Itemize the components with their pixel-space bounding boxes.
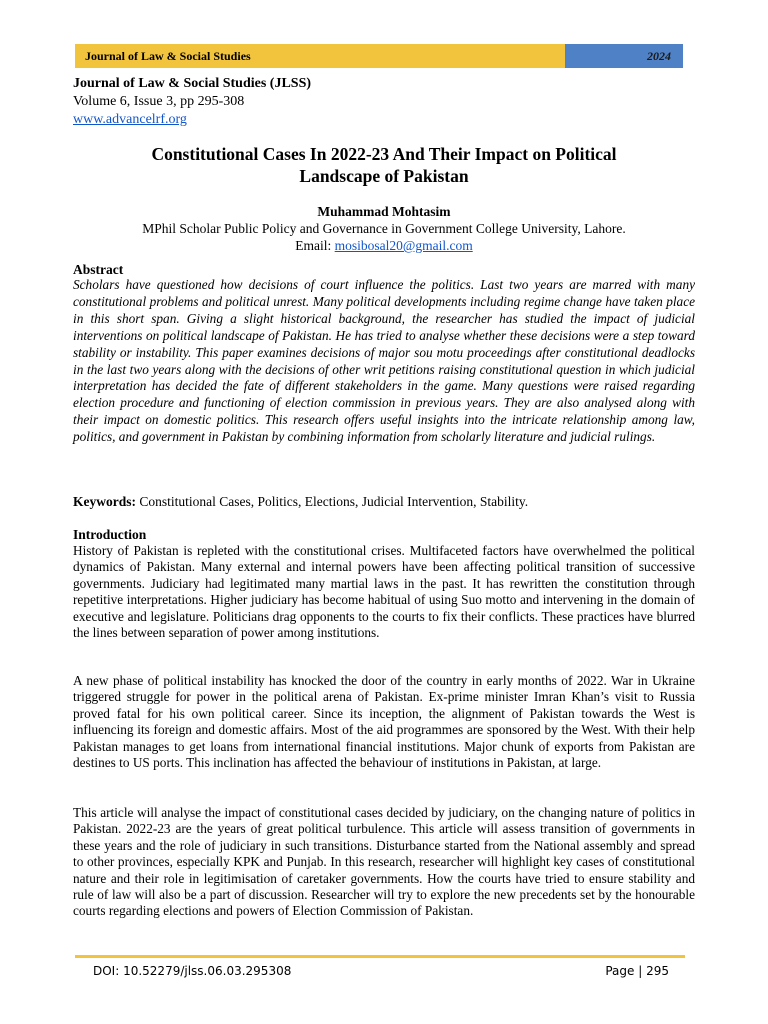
keywords-list: Constitutional Cases, Politics, Elections, Judicial Intervention, Stability.: [136, 494, 529, 509]
keywords: [73, 493, 695, 510]
email-link[interactable]: mosibosal20@gmail.com: [334, 238, 473, 253]
body-paragraph: A new phase of political instability has knocked the door of the country in early months of 2022. War in Ukraine triggered struggle for power in the political arena of Pakistan. Ex-prime minister Imran Khan’s visit to Russia proved fatal for his own political career. Since its inception, the alignment of Pakistan towards the West is influencing its foreign and domestic affairs. Most of the aid programmes are sponsored by the West. With their help Pakistan manages to get loans from international financial institutions. Major chunk of exports from Pakistan are destines to US ports. This inclination has affected the behaviour of institutions in Pakistan, at large.: [73, 673, 695, 771]
title-line: Landscape of Pakistan: [299, 166, 469, 186]
page-footer: [75, 964, 685, 978]
abstract-text: Scholars have questioned how decisions of court influence the politics. Last two years are marred with many constitutional problems and political unrest. Many political developments including regime change have taken place in this short span. Giving a slight historical background, the researcher has studied the impact of judicial interventions on political landscape of Pakistan. He has tried to analyse whether these decisions were a step toward stability or instability. This paper examines decisions of major sou motu proceedings after constitutional deadlocks in the last two years along with the decisions of other writ petitions raising constitutional question in which judicial interpretation has decided the fate of different stakeholders in the game. Many questions were raised regarding election procedure and functioning of election commission in previous years. They are also analysed along with their impact on domestic politics. This research offers useful insights into the intricate relationship among law, politics, and government in Pakistan by combining information from scholarly literature and judicial rulings.: [73, 277, 695, 445]
title-line: Constitutional Cases In 2022-23 And Their Impact on Political: [151, 144, 617, 164]
paper-title: [75, 143, 693, 187]
keywords-label: Keywords:: [73, 494, 136, 509]
journal-website-link[interactable]: www.advancelrf.org: [73, 112, 187, 127]
header-year: 2024: [565, 44, 683, 68]
email-label: Email:: [295, 238, 335, 253]
footer-doi: DOI: 10.52279/jlss.06.03.295308: [93, 964, 292, 978]
journal-name: Journal of Law & Social Studies (JLSS): [73, 76, 312, 91]
introduction-heading: Introduction: [73, 527, 147, 542]
running-header: [75, 44, 683, 68]
footer-divider: [75, 955, 685, 958]
footer-page-number: Page | 295: [605, 964, 669, 978]
author-name: Muhammad Mohtasim: [317, 204, 451, 219]
abstract-heading: Abstract: [73, 262, 124, 277]
body-paragraph: This article will analyse the impact of constitutional cases decided by judiciary, on the changing nature of politics in Pakistan. 2022-23 are the years of great political turbulence. This article will assess transition of governments in these years and the role of judiciary in such transitions. Disturbance started from the National assembly and spread to other provinces, especially KPK and Punjab. In this research, researcher will highlight key cases of constitutional nature and their role in legitimisation of caretaker governments. How the courts have tried to ensure stability and rule of law will also be a part of discussion. Researcher will try to explore the new precedents set by the honourable courts regarding elections and powers of Election Commission of Pakistan.: [73, 805, 695, 919]
journal-info: [73, 75, 311, 129]
journal-volume: Volume 6, Issue 3, pp 295-308: [73, 94, 245, 109]
author-email-line: [75, 237, 693, 254]
author-affiliation: MPhil Scholar Public Policy and Governance in Government College University, Lahore.: [142, 221, 626, 236]
body-paragraph: History of Pakistan is repleted with the constitutional crises. Multifaceted factors have overwhelmed the political dynamics of Pakistan. Many external and internal powers have been affecting political transition of successive governments. Judiciary had legitimated many martial laws in the past. It has rewritten the constitution through repetitive interpretations. Higher judiciary has become habitual of using Suo motto and intervening in the domain of executive and legislature. Politicians drag opponents to the courts to fix their conflicts. These practices have blurred the lines between separation of power among institutions.: [73, 543, 695, 641]
author-block: [75, 203, 693, 254]
header-journal-name: Journal of Law & Social Studies: [75, 44, 565, 68]
